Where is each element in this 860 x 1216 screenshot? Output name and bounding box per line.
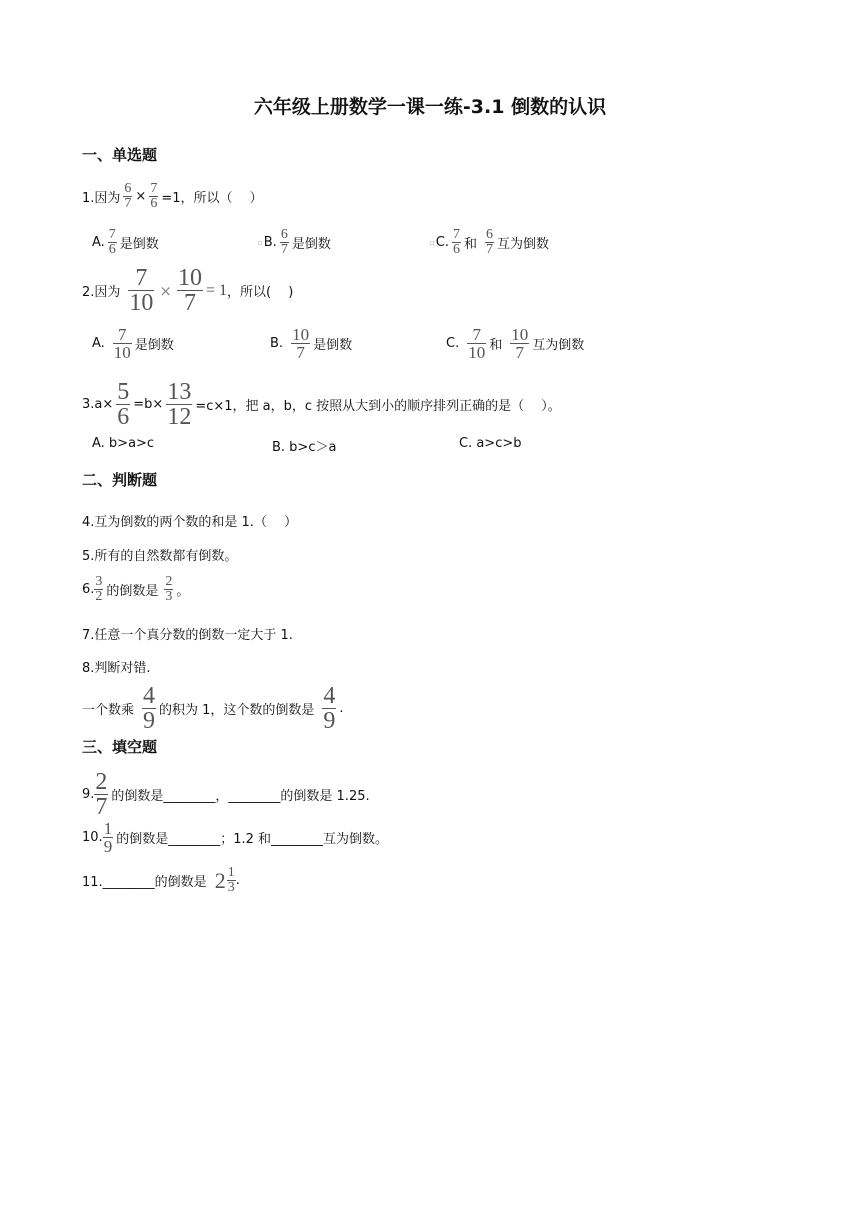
fraction-3-2: $\frac{3}{2}$ xyxy=(95,574,103,604)
fraction: $\frac{10}{7}$ xyxy=(511,325,529,362)
section-heading-fill-blank: 三、填空题 xyxy=(82,738,158,756)
times-sign: × xyxy=(135,189,147,204)
question-10 xyxy=(82,820,388,855)
question-3 xyxy=(82,380,561,429)
question-3-option-b: B. b>c＞a xyxy=(272,440,337,455)
mixed-number-2-1-3 xyxy=(215,866,236,895)
option-label: C. xyxy=(446,336,460,351)
option-text: 是倒数 xyxy=(119,237,159,252)
question-11 xyxy=(82,866,240,895)
mixed-whole: 2 xyxy=(214,867,226,893)
fraction: $\frac{7}{6}$ xyxy=(452,227,460,257)
question-2-suffix: ，所以( ) xyxy=(227,285,294,300)
question-1-option-c xyxy=(430,228,549,257)
question-9 xyxy=(82,770,370,819)
fraction: $\frac{7}{6}$ xyxy=(108,227,116,257)
fraction-7-10: $\frac{7}{10}$ xyxy=(129,265,154,316)
question-7: 7.任意一个真分数的倒数一定大于 1. xyxy=(82,628,293,643)
option-label: B. xyxy=(270,336,284,351)
question-9-prefix: 9. xyxy=(82,787,95,802)
question-2-prefix: 2.因为 xyxy=(82,285,121,300)
option-text: 是倒数 xyxy=(291,237,331,252)
fraction-6-7: $\frac{6}{7}$ xyxy=(124,181,132,211)
fraction-5-6: $\frac{5}{6}$ xyxy=(117,379,130,430)
question-6-mid: 的倒数是 xyxy=(106,584,159,599)
fraction-10-7: $\frac{10}{7}$ xyxy=(177,265,202,316)
option-text: 是倒数 xyxy=(313,338,353,353)
fraction-4-9: $\frac{4}{9}$ xyxy=(323,683,336,734)
question-9-text: 的倒数是________，________的倒数是 1.25. xyxy=(111,789,370,804)
fraction-13-12: $\frac{13}{12}$ xyxy=(167,379,192,430)
bullet-dot: ▫ xyxy=(258,238,263,247)
question-2-option-b xyxy=(270,326,352,361)
question-2-option-a xyxy=(92,326,174,361)
question-3-option-c: C. a>c>b xyxy=(459,436,522,451)
section-heading-true-false: 二、判断题 xyxy=(82,471,158,489)
question-8-mid: 的积为 1，这个数的倒数是 xyxy=(159,703,315,718)
fraction-1-9: $\frac{1}{9}$ xyxy=(103,819,113,856)
question-1-suffix: =1，所以（ ） xyxy=(161,191,263,206)
question-3-mid: =b× xyxy=(133,397,164,412)
fraction-2-7: $\frac{2}{7}$ xyxy=(95,769,108,820)
question-6 xyxy=(82,575,189,604)
question-10-text: 的倒数是________；1.2 和________互为倒数。 xyxy=(116,832,388,847)
question-5: 5.所有的自然数都有倒数。 xyxy=(82,549,238,564)
page-title: 六年级上册数学一课一练-3.1 倒数的认识 xyxy=(253,96,607,118)
fraction-7-6: $\frac{7}{6}$ xyxy=(150,181,158,211)
question-1-prefix: 1.因为 xyxy=(82,191,121,206)
option-text: 是倒数 xyxy=(134,338,174,353)
question-6-prefix: 6. xyxy=(82,582,95,597)
question-2-option-c xyxy=(446,326,584,361)
question-3-suffix: =c×1，把 a，b，c 按照从大到小的顺序排列正确的是（ ）。 xyxy=(195,399,561,414)
equals-one: = 1 xyxy=(205,281,228,299)
fraction: $\frac{6}{7}$ xyxy=(485,227,493,257)
question-6-suffix: 。 xyxy=(176,584,190,599)
option-label: A. xyxy=(92,336,105,351)
question-8-prefix: 一个数乘 xyxy=(82,703,135,718)
fraction: $\frac{7}{10}$ xyxy=(113,325,131,362)
question-11-suffix: . xyxy=(235,873,240,888)
question-11-prefix: 11.________的倒数是 xyxy=(82,875,207,890)
times-sign: × xyxy=(159,281,172,300)
option-text: 互为倒数 xyxy=(532,338,585,353)
option-and: 和 xyxy=(463,237,477,252)
fraction-4-9: $\frac{4}{9}$ xyxy=(143,683,156,734)
fraction: $\frac{10}{7}$ xyxy=(292,325,310,362)
option-label: C. xyxy=(435,235,449,250)
question-1-option-b xyxy=(258,228,331,257)
fraction-2-3: $\frac{2}{3}$ xyxy=(165,574,173,604)
question-2 xyxy=(82,266,293,315)
question-1 xyxy=(82,182,263,211)
question-3-prefix: 3.a× xyxy=(82,397,114,412)
question-10-prefix: 10. xyxy=(82,830,103,845)
option-label: B. xyxy=(263,235,277,250)
option-text: 互为倒数 xyxy=(496,237,549,252)
option-label: A. xyxy=(92,235,105,250)
option-and: 和 xyxy=(489,338,503,353)
section-heading-single-choice: 一、单选题 xyxy=(82,146,158,164)
question-8-heading: 8.判断对错. xyxy=(82,661,151,676)
question-3-option-a: A. b>a>c xyxy=(92,436,155,451)
fraction-1-3: $\frac{1}{3}$ xyxy=(227,865,235,895)
question-8 xyxy=(82,684,344,733)
bullet-dot: ▫ xyxy=(430,238,435,247)
fraction: $\frac{6}{7}$ xyxy=(280,227,288,257)
fraction: $\frac{7}{10}$ xyxy=(468,325,486,362)
question-1-option-a xyxy=(92,228,159,257)
question-8-suffix: . xyxy=(339,701,344,716)
question-4: 4.互为倒数的两个数的和是 1.（ ） xyxy=(82,515,298,530)
